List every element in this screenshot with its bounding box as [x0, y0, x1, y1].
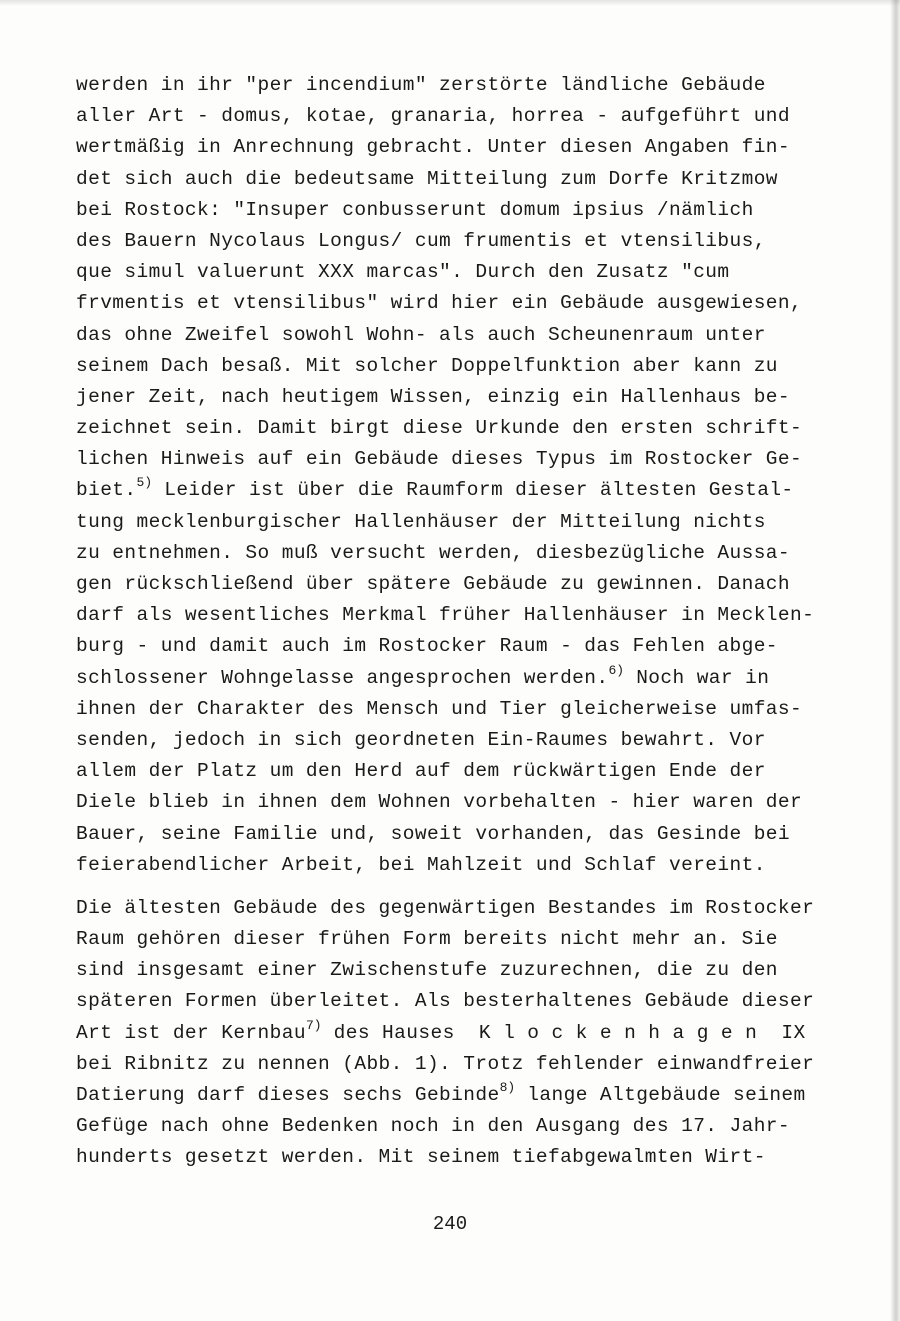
text-line [76, 924, 866, 955]
text-line [76, 1080, 866, 1111]
text-segment: sind insgesamt einer Zwischenstufe zuzurechnen, die zu den [76, 959, 778, 982]
text-line [76, 351, 866, 382]
text-line [76, 600, 866, 631]
text-line [76, 986, 866, 1017]
text-segment: Leider ist über die Raumform dieser ältesten Gestal- [152, 479, 794, 502]
text-line [76, 756, 866, 787]
text-segment: burg - und damit auch im Rostocker Raum - das Fehlen abge- [76, 635, 778, 658]
text-line [76, 101, 866, 132]
text-line [76, 195, 866, 226]
text-line [76, 1018, 866, 1049]
text-segment: lange Altgebäude seinem [515, 1084, 806, 1106]
text-line [76, 819, 866, 850]
text-segment: darf als wesentliches Merkmal früher Hallenhäuser in Mecklen- [76, 604, 815, 627]
text-segment: das ohne Zweifel sowohl Wohn- als auch Scheunenraum unter [76, 323, 766, 346]
text-line [76, 1111, 866, 1142]
text-segment: wertmäßig in Anrechnung gebracht. Unter diesen Angaben fin- [76, 136, 791, 159]
text-line [76, 850, 866, 881]
text-segment: späteren Formen überleitet. Als besterhaltenes Gebäude dieser [76, 990, 815, 1013]
text-line [76, 288, 866, 319]
paragraph [76, 70, 866, 881]
text-segment: lichen Hinweis auf ein Gebäude dieses Typus im Rostocker Ge- [76, 448, 803, 471]
text-line [76, 1142, 866, 1173]
page-top-shadow [0, 0, 900, 6]
text-line [76, 663, 866, 694]
text-segment: det sich auch die bedeutsame Mitteilung zum Dorfe Kritzmow [76, 167, 778, 190]
text-line [76, 320, 866, 351]
text-line [76, 694, 866, 725]
text-segment: des Bauern Nycolaus Longus/ cum frumentis et vtensilibus, [76, 229, 766, 252]
text-segment: zu entnehmen. So muß versucht werden, diesbezügliche Aussa- [76, 541, 791, 564]
text-segment: bei Rostock: "Insuper conbusserunt domum ipsius /nämlich [76, 198, 754, 221]
text-segment: allem der Platz um den Herd auf dem rückwärtigen Ende der [76, 760, 766, 783]
text-segment: bei Ribnitz zu nennen (Abb. 1). Trotz fehlender einwandfreier [76, 1052, 815, 1075]
text-line [76, 257, 866, 288]
text-segment: Noch war in [624, 666, 770, 689]
text-line [76, 226, 866, 257]
footnote-ref: 6) [608, 662, 625, 678]
text-segment: seinem Dach besaß. Mit solcher Doppelfunktion aber kann zu [76, 354, 778, 377]
text-line [76, 507, 866, 538]
text-segment: aller Art - domus, kotae, granaria, horrea - aufgeführt und [76, 105, 791, 128]
text-segment: werden in ihr "per incendium" zerstörte ländliche Gebäude [76, 74, 766, 96]
text-segment: gen rückschließend über spätere Gebäude zu gewinnen. Danach [76, 573, 791, 595]
text-line [76, 893, 866, 924]
text-line [76, 444, 866, 475]
text-segment: senden, jedoch in sich geordneten Ein-Raumes bewahrt. Vor [76, 728, 766, 751]
footnote-ref: 5) [136, 475, 153, 491]
text-segment: tung mecklenburgischer Hallenhäuser der Mitteilung nichts [76, 510, 766, 533]
text-segment: feierabendlicher Arbeit, bei Mahlzeit und Schlaf vereint. [76, 853, 766, 876]
text-segment: jener Zeit, nach heutigem Wissen, einzig ein Hallenhaus be- [76, 385, 791, 408]
text-segment: Bauer, seine Familie und, soweit vorhanden, das Gesinde bei [76, 822, 791, 845]
page-right-shadow [890, 0, 900, 1321]
footnote-ref: 8) [499, 1080, 516, 1095]
paragraph [76, 893, 866, 1174]
text-segment: des Hauses K l o c k e n h a g e n IX [321, 1021, 806, 1044]
text-line [76, 164, 866, 195]
text-line [76, 413, 866, 444]
text-segment: que simul valuerunt XXX marcas". Durch den Zusatz "cum [76, 261, 730, 284]
text-line [76, 631, 866, 662]
text-segment: schlossener Wohngelasse angesprochen werden. [76, 666, 609, 689]
text-line [76, 382, 866, 413]
text-segment: Art ist der Kernbau [76, 1021, 306, 1044]
text-segment: ihnen der Charakter des Mensch und Tier gleicherweise umfas- [76, 697, 803, 720]
text-segment: hunderts gesetzt werden. Mit seinem tiefabgewalmten Wirt- [76, 1146, 766, 1169]
text-line [76, 475, 866, 506]
text-segment: Die ältesten Gebäude des gegenwärtigen Bestandes im Rostocker [76, 896, 815, 919]
text-line [76, 1049, 866, 1080]
text-line [76, 538, 866, 569]
text-segment: Raum gehören dieser frühen Form bereits nicht mehr an. Sie [76, 928, 778, 951]
text-segment: zeichnet sein. Damit birgt diese Urkunde den ersten schrift- [76, 417, 803, 440]
body-text [76, 70, 866, 1174]
text-segment: Datierung darf dieses sechs Gebinde [76, 1084, 500, 1106]
text-segment: Gefüge nach ohne Bedenken noch in den Ausgang des 17. Jahr- [76, 1115, 791, 1138]
text-segment: Diele blieb in ihnen dem Wohnen vorbehalten - hier waren der [76, 791, 803, 814]
text-line [76, 955, 866, 986]
footnote-ref: 7) [305, 1017, 322, 1033]
text-line [76, 132, 866, 163]
page-number: 240 [432, 1213, 468, 1235]
text-line [76, 725, 866, 756]
text-segment: biet. [76, 479, 137, 502]
text-line [76, 70, 866, 101]
text-line [76, 569, 866, 600]
text-segment: frvmentis et vtensilibus" wird hier ein Gebäude ausgewiesen, [76, 292, 803, 315]
text-line [76, 787, 866, 818]
